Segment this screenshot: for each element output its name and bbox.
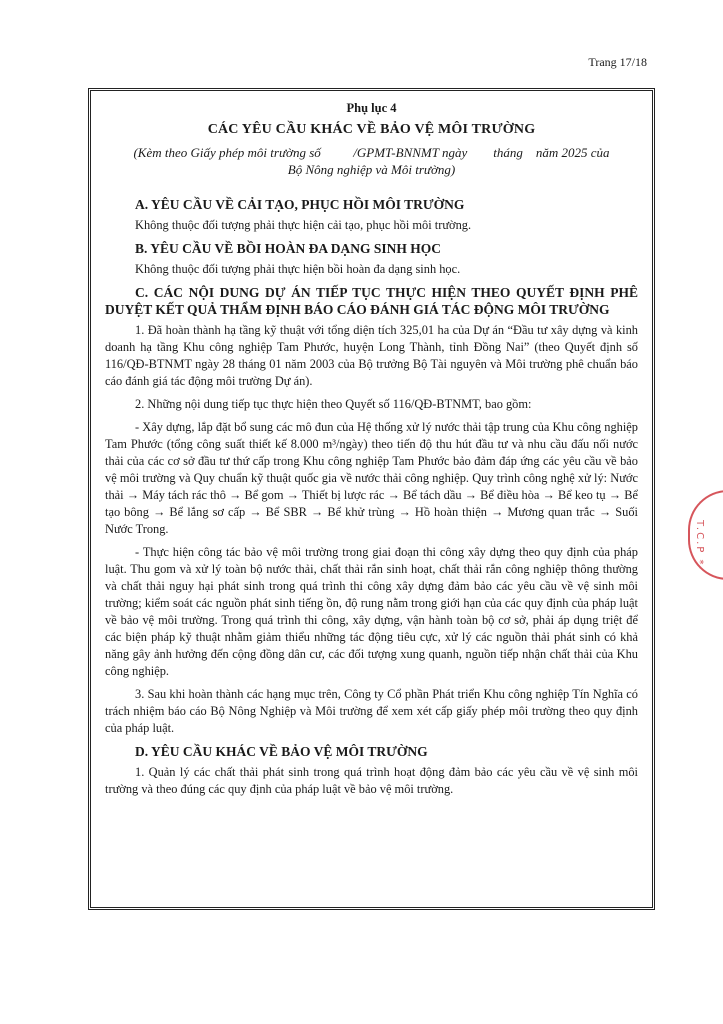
section-c-paragraph-3: - Xây dựng, lắp đặt bổ sung các mô đun của Hệ thống xử lý nước thải tập trung của Khu công nghiệp Tam Phước (tổng công suất thiết kế 8.000 m³/ngày) theo tiến độ thu hút đầu tư và nhu cầu đấu nối nước thải của các cơ sở đầu tư thứ cấp trong Khu công nghiệp Tam Phước bảo đảm đáp ứng các yêu cầu về bảo vệ môi trường và Quy chuẩn kỹ thuật quốc gia về nước thải công nghiệp. Quy trình công nghệ xử lý: Nước thải → Máy tách rác thô → Bể gom → Thiết bị lược rác → Bể tách dầu → Bể điều hòa → Bể keo tụ → Bể tạo bông → Bể lắng sơ cấp → Bể SBR → Bể khử trùng → Hồ hoàn thiện → Mương quan trắc → Suối Nước Trong. bbox=[105, 420, 638, 536]
section-d-paragraph-1: 1. Quản lý các chất thải phát sinh trong quá trình hoạt động đảm bảo các yêu cầu về vệ sinh môi trường và theo đúng các quy định của pháp luật về bảo vệ môi trường. bbox=[105, 765, 638, 796]
section-d-heading: D. YÊU CẦU KHÁC VỀ BẢO VỆ MÔI TRƯỜNG bbox=[135, 744, 428, 759]
section-b-heading: B. YÊU CẦU VỀ BỒI HOÀN ĐA DẠNG SINH HỌC bbox=[135, 241, 442, 256]
document-frame bbox=[88, 88, 655, 910]
section-c-paragraph-5: 3. Sau khi hoàn thành các hạng mục trên, Công ty Cổ phần Phát triển Khu công nghiệp Tín Nghĩa có trách nhiệm báo cáo Bộ Nông Nghiệp và Môi trường để xem xét cấp giấy phép môi trường theo quy định của pháp luật. bbox=[105, 687, 638, 735]
section-c-paragraph-2: 2. Những nội dung tiếp tục thực hiện theo Quyết số 116/QĐ-BTNMT, bao gồm: bbox=[135, 397, 532, 411]
subtitle-line-2: Bộ Nông nghiệp và Môi trường) bbox=[287, 162, 456, 177]
section-a-text: Không thuộc đối tượng phải thực hiện cải tạo, phục hồi môi trường. bbox=[135, 218, 472, 232]
section-b-text: Không thuộc đối tượng phải thực hiện bồi hoàn đa dạng sinh học. bbox=[135, 262, 461, 276]
document-subtitle bbox=[105, 144, 638, 178]
section-c-paragraph-4: - Thực hiện công tác bảo vệ môi trường trong giai đoạn thi công xây dựng theo quy định của pháp luật. Thu gom và xử lý toàn bộ nước thải, chất thải rắn sinh hoạt, chất thải rắn công nghiệp thông thường và chất thải nguy hại phát sinh trong quá trình thi công xây dựng đảm bảo các yêu cầu về vệ sinh môi trường; kiểm soát các nguồn phát sinh tiếng ồn, độ rung nằm trong giới hạn của các quy định của pháp luật về bảo vệ môi trường. Trong quá trình thi công, xây dựng, vận hành toàn bộ cơ sở, phải áp dụng triệt để các biện pháp kỹ thuật nhằm giảm thiểu những tác động tiêu cực, xử lý các nguồn thải phát sinh có khả năng gây ảnh hưởng đến cộng đồng dân cư, các đối tượng xung quanh, nguồn tiếp nhận chất thải của Khu công nghiệp. bbox=[105, 545, 638, 678]
seal-stamp-text: T.C.P * bbox=[694, 520, 705, 567]
document-title: CÁC YÊU CẦU KHÁC VỀ BẢO VỆ MÔI TRƯỜNG bbox=[207, 122, 536, 137]
section-c-paragraph-1: 1. Đã hoàn thành hạ tầng kỹ thuật với tổng diện tích 325,01 ha của Dự án “Đầu tư xây dựng và kinh doanh hạ tầng Khu công nghiệp Tam Phước, huyện Long Thành, tỉnh Đồng Nai” (theo Quyết định số 116/QĐ-BTNMT ngày 28 tháng 01 năm 2003 của Bộ trưởng Bộ Tài nguyên và Môi trường phê chuẩn báo cáo đánh giá tác động môi trường Dự án). bbox=[105, 323, 638, 388]
section-a-heading: A. YÊU CẦU VỀ CẢI TẠO, PHỤC HỒI MÔI TRƯỜNG bbox=[135, 197, 465, 212]
page-number: Trang 17/18 bbox=[588, 55, 647, 69]
appendix-label: Phụ lục 4 bbox=[346, 101, 397, 115]
subtitle-line-1: (Kèm theo Giấy phép môi trường số /GPMT-BNNMT ngày tháng năm 2025 của bbox=[133, 145, 610, 160]
section-c-heading: C. CÁC NỘI DUNG DỰ ÁN TIẾP TỤC THỰC HIỆN THEO QUYẾT ĐỊNH PHÊ DUYỆT KẾT QUẢ THẨM ĐỊNH BÁO CÁO ĐÁNH GIÁ TÁC ĐỘNG MÔI TRƯỜNG bbox=[105, 285, 638, 317]
